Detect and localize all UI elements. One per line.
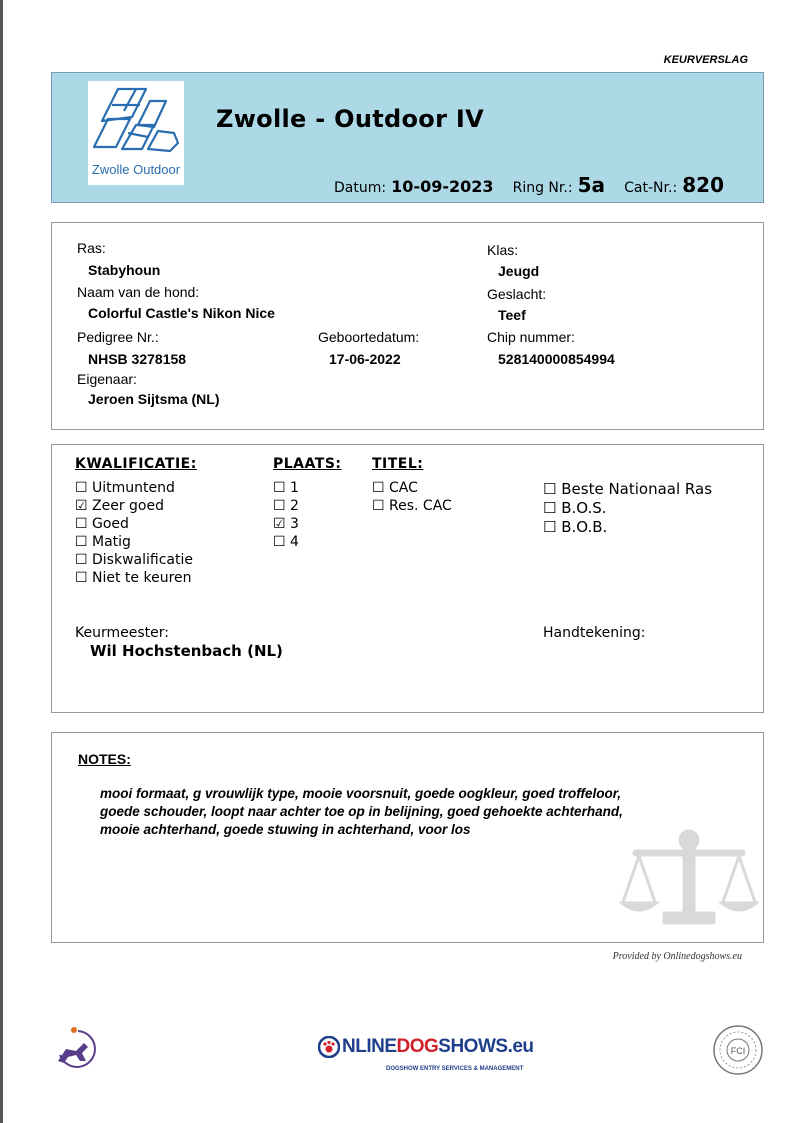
paw-icon xyxy=(318,1036,340,1058)
award-label: B.O.S. xyxy=(561,499,607,517)
award-label: B.O.B. xyxy=(561,518,608,536)
ods-dog: DOG xyxy=(396,1036,439,1057)
placement-option[interactable] xyxy=(273,534,299,550)
notes-heading: NOTES: xyxy=(78,751,131,767)
qualification-option[interactable] xyxy=(75,480,175,496)
ods-tagline: DOGSHOW ENTRY SERVICES & MANAGEMENT xyxy=(386,1066,524,1072)
checkbox-icon: ☐ xyxy=(75,516,88,532)
title-option[interactable] xyxy=(372,498,452,514)
judge-value: Wil Hochstenbach (NL) xyxy=(90,642,283,660)
ods-tld: .eu xyxy=(507,1036,534,1057)
sex-label: Geslacht: xyxy=(487,286,547,302)
notes-panel xyxy=(51,732,764,943)
checkbox-icon: ☐ xyxy=(75,480,88,496)
date-label: Datum: xyxy=(334,180,387,196)
judging-result-panel xyxy=(51,444,764,713)
checkbox-icon: ☐ xyxy=(273,480,286,496)
checkbox-icon: ☐ xyxy=(543,518,557,536)
chip-value: 528140000854994 xyxy=(498,351,615,367)
document-type: KEURVERSLAG xyxy=(663,54,748,66)
checkbox-icon: ☐ xyxy=(273,534,286,550)
title-option[interactable] xyxy=(372,480,418,496)
dog-name-value: Colorful Castle's Nikon Nice xyxy=(88,305,275,321)
placement-option[interactable] xyxy=(273,480,299,496)
checkbox-checked-icon: ☑ xyxy=(75,498,88,514)
ods-online: NLINE xyxy=(342,1036,397,1057)
qualification-option[interactable] xyxy=(75,498,164,514)
title-label: Res. CAC xyxy=(389,498,452,514)
breed-value: Stabyhoun xyxy=(88,262,161,278)
qualification-option[interactable] xyxy=(75,534,131,550)
title-label: CAC xyxy=(389,480,418,496)
checkbox-icon: ☐ xyxy=(372,498,385,514)
placement-option[interactable] xyxy=(273,516,299,532)
qualification-option[interactable] xyxy=(75,516,129,532)
award-option[interactable] xyxy=(543,499,607,517)
owner-value: Jeroen Sijtsma (NL) xyxy=(88,391,220,407)
award-option[interactable] xyxy=(543,480,712,498)
qualification-label: Uitmuntend xyxy=(92,480,175,496)
birth-date-value: 17-06-2022 xyxy=(329,351,401,367)
cat-value: 820 xyxy=(682,173,725,197)
fci-seal-icon xyxy=(712,1024,764,1076)
qualification-heading: KWALIFICATIE: xyxy=(75,456,197,472)
ods-shows: SHOWS xyxy=(438,1036,508,1057)
placement-label: 1 xyxy=(290,480,299,496)
qualification-label: Zeer goed xyxy=(92,498,164,514)
pedigree-label: Pedigree Nr.: xyxy=(77,329,159,345)
checkbox-icon: ☐ xyxy=(75,534,88,550)
placement-option[interactable] xyxy=(273,498,299,514)
event-title: Zwolle - Outdoor IV xyxy=(216,105,484,133)
dog-info-panel xyxy=(51,222,764,430)
agility-course-icon xyxy=(88,81,184,161)
cat-label: Cat-Nr.: xyxy=(624,180,678,196)
checkbox-icon: ☐ xyxy=(543,480,557,498)
chip-label: Chip nummer: xyxy=(487,329,575,345)
sex-value: Teef xyxy=(498,307,526,323)
page-edge xyxy=(0,0,3,1123)
notes-line: goede schouder, loopt naar achter toe op in belijning, goed gehoekte achterhand, xyxy=(100,804,623,819)
report-header xyxy=(51,72,764,203)
ring-value: 5a xyxy=(577,173,606,197)
signature-label: Handtekening: xyxy=(543,625,646,641)
qualification-option[interactable] xyxy=(75,552,193,568)
qualification-label: Goed xyxy=(92,516,129,532)
checkbox-icon: ☐ xyxy=(273,498,286,514)
qualification-label: Matig xyxy=(92,534,131,550)
checkbox-icon: ☐ xyxy=(543,499,557,517)
breed-label: Ras: xyxy=(77,240,106,256)
fci-text: FCI xyxy=(730,1046,746,1056)
qualification-label: Diskwalificatie xyxy=(92,552,193,568)
date-value: 10-09-2023 xyxy=(391,177,494,196)
ods-wordmark xyxy=(342,1036,534,1058)
award-label: Beste Nationaal Ras xyxy=(561,480,713,498)
pedigree-value: NHSB 3278158 xyxy=(88,351,187,367)
class-label: Klas: xyxy=(487,242,519,258)
placement-label: 4 xyxy=(290,534,299,550)
placement-label: 3 xyxy=(290,516,299,532)
provided-by-note: Provided by Onlinedogshows.eu xyxy=(612,951,742,962)
qualification-option[interactable] xyxy=(75,570,192,586)
title-heading: TITEL: xyxy=(372,456,424,472)
checkbox-icon: ☐ xyxy=(75,570,88,586)
checkbox-checked-icon: ☑ xyxy=(273,516,286,532)
checkbox-icon: ☐ xyxy=(75,552,88,568)
dog-club-logo-icon xyxy=(52,1025,98,1071)
checkbox-icon: ☐ xyxy=(372,480,385,496)
onlinedogshows-logo xyxy=(318,1034,534,1080)
placement-heading: PLAATS: xyxy=(273,456,342,472)
qualification-label: Niet te keuren xyxy=(92,570,192,586)
class-value: Jeugd xyxy=(498,263,540,279)
ring-label: Ring Nr.: xyxy=(512,180,573,196)
logo-text: Zwolle Outdoor xyxy=(91,162,181,177)
dog-name-label: Naam van de hond: xyxy=(77,284,200,300)
placement-label: 2 xyxy=(290,498,299,514)
judge-label: Keurmeester: xyxy=(75,625,169,641)
zwolle-outdoor-logo xyxy=(88,81,184,185)
owner-label: Eigenaar: xyxy=(77,371,137,387)
birth-date-label: Geboortedatum: xyxy=(318,329,420,345)
event-meta xyxy=(334,173,724,197)
notes-line: mooie achterhand, goede stuwing in achterhand, voor los xyxy=(100,822,471,837)
award-option[interactable] xyxy=(543,518,607,536)
notes-line: mooi formaat, g vrouwlijk type, mooie voorsnuit, goede oogkleur, goed troffeloor, xyxy=(100,786,622,801)
notes-text xyxy=(100,785,740,839)
